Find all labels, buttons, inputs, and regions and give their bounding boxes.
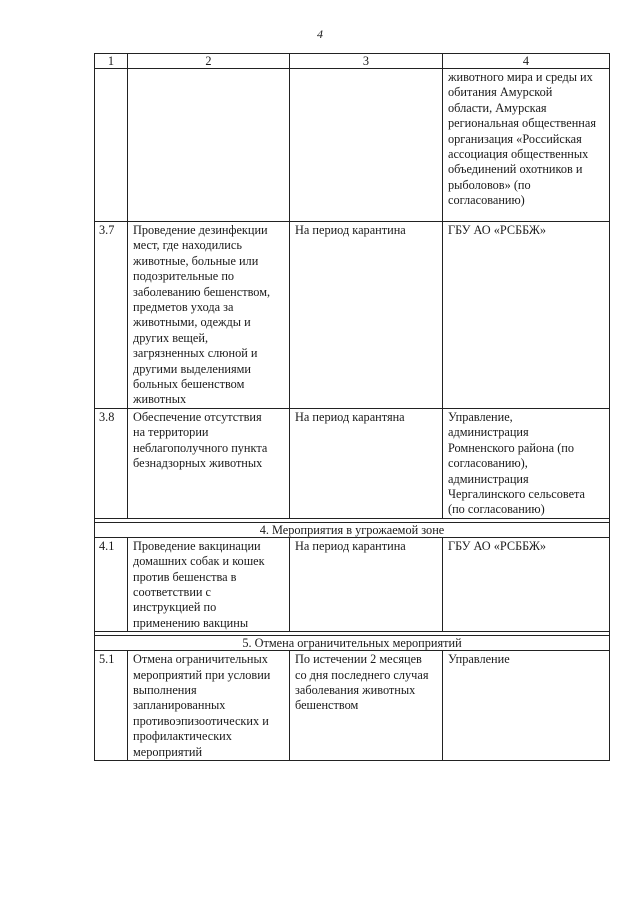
row-number: 5.1 bbox=[95, 651, 128, 761]
header-col-4: 4 bbox=[443, 54, 610, 69]
row-executor: ГБУ АО «РСББЖ» bbox=[443, 222, 610, 409]
row-executor: ГБУ АО «РСББЖ» bbox=[443, 537, 610, 631]
section-header-row bbox=[95, 522, 610, 537]
row-term: По истечении 2 месяцев со дня последнего случая заболевания животных бешенством bbox=[290, 651, 443, 761]
table-header-row bbox=[95, 54, 610, 69]
section-header-row bbox=[95, 636, 610, 651]
row-term: На период карантина bbox=[290, 222, 443, 409]
page-number: 4 bbox=[317, 27, 323, 41]
measures-table bbox=[94, 53, 610, 761]
row-action: Проведение дезинфекции мест, где находились животные, больные или подозрительные по заболеванию бешенством, предметов ухода за животными, одежды и других вещей, загрязненных слюной и другими выделениями больных бешенством животных bbox=[128, 222, 290, 409]
table-row bbox=[95, 69, 610, 222]
row-action: Проведение вакцинации домашних собак и кошек против бешенства в соответствии с инструкцией по применению вакцины bbox=[128, 537, 290, 631]
row-executor: Управление bbox=[443, 651, 610, 761]
table-row bbox=[95, 222, 610, 409]
row-executor: животного мира и среды их обитания Амурской области, Амурская региональная общественная организация «Российская ассоциация общественных объединений охотников и рыболовов» (по согласованию) bbox=[443, 69, 610, 222]
row-term: На период карантяна bbox=[290, 408, 443, 518]
table-row bbox=[95, 408, 610, 518]
row-number bbox=[95, 69, 128, 222]
header-col-2: 2 bbox=[128, 54, 290, 69]
table-row bbox=[95, 651, 610, 761]
row-action: Обеспечение отсутствия на территории неблагополучного пункта безнадзорных животных bbox=[128, 408, 290, 518]
row-number: 3.7 bbox=[95, 222, 128, 409]
row-number: 3.8 bbox=[95, 408, 128, 518]
row-action: Отмена ограничительных мероприятий при условии выполнения запланированных противоэпизоотических и профилактических мероприятий bbox=[128, 651, 290, 761]
section-5-title: 5. Отмена ограничительных мероприятий bbox=[95, 636, 610, 651]
row-action bbox=[128, 69, 290, 222]
row-number: 4.1 bbox=[95, 537, 128, 631]
row-executor: Управление, администрация Ромненского района (по согласованию), администрация Чергалинского сельсовета (по согласованию) bbox=[443, 408, 610, 518]
table-row bbox=[95, 537, 610, 631]
row-term bbox=[290, 69, 443, 222]
row-term: На период карантина bbox=[290, 537, 443, 631]
header-col-3: 3 bbox=[290, 54, 443, 69]
header-col-1: 1 bbox=[95, 54, 128, 69]
section-4-title: 4. Мероприятия в угрожаемой зоне bbox=[95, 522, 610, 537]
